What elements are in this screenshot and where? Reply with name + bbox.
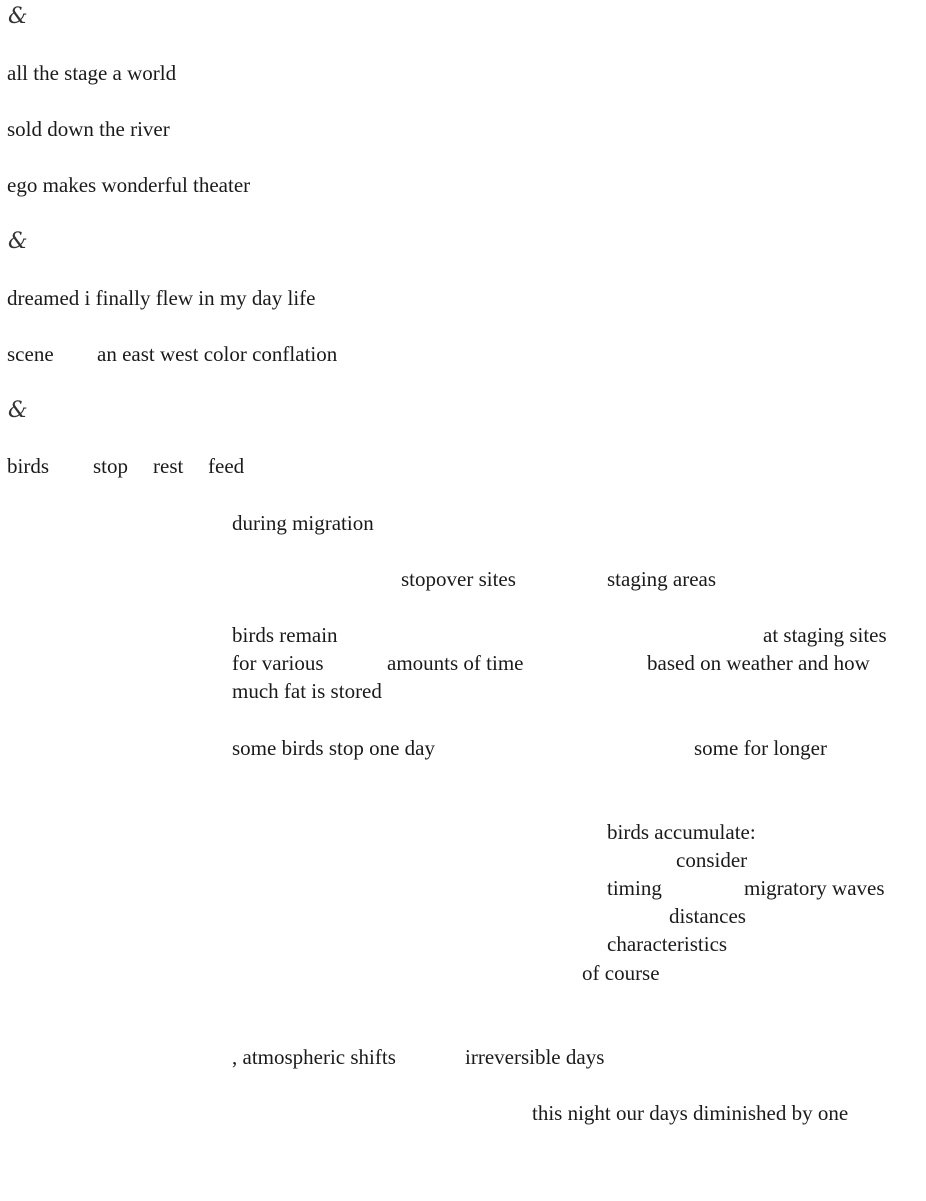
poem-line: stopover sites bbox=[401, 567, 516, 591]
poem-line: , atmospheric shifts bbox=[232, 1045, 396, 1069]
poem-line: irreversible days bbox=[465, 1045, 605, 1069]
poem-line: dreamed i finally flew in my day life bbox=[7, 286, 316, 310]
poem-word: stop bbox=[93, 454, 129, 478]
poem-line: migratory waves bbox=[744, 876, 885, 900]
poem-line: at staging sites bbox=[763, 623, 887, 647]
ampersand-ornament: & bbox=[8, 398, 28, 423]
poem-line: birds remain bbox=[232, 623, 338, 647]
poem-word: rest bbox=[153, 454, 184, 478]
poem-line: staging areas bbox=[607, 567, 717, 591]
poem-line: during migration bbox=[232, 511, 374, 535]
poem-word: feed bbox=[208, 454, 245, 478]
poem-line: sold down the river bbox=[7, 117, 170, 141]
poem-word: birds bbox=[7, 454, 49, 478]
poem-line: timing bbox=[607, 876, 662, 900]
poem-line: characteristics bbox=[607, 932, 728, 956]
ampersand-ornament: & bbox=[8, 229, 28, 254]
poem-line: some birds stop one day bbox=[232, 736, 435, 760]
poem-line: ego makes wonderful theater bbox=[7, 173, 251, 197]
poem-line: some for longer bbox=[694, 736, 827, 760]
poem-line: all the stage a world bbox=[7, 61, 177, 85]
ampersand-ornament: & bbox=[8, 4, 28, 29]
poem-line: distances bbox=[669, 904, 746, 928]
poem-line: birds accumulate: bbox=[607, 820, 756, 844]
poem-line: scene bbox=[7, 342, 54, 366]
poem-line: this night our days diminished by one bbox=[532, 1101, 849, 1125]
poem-line: amounts of time bbox=[387, 651, 524, 675]
poem-line: for various bbox=[232, 651, 324, 675]
poem-line: consider bbox=[676, 848, 748, 872]
poem-line: an east west color conflation bbox=[97, 342, 338, 366]
poem-line: much fat is stored bbox=[232, 679, 382, 703]
poem-line: of course bbox=[582, 961, 660, 985]
poem-line: based on weather and how bbox=[647, 651, 870, 675]
